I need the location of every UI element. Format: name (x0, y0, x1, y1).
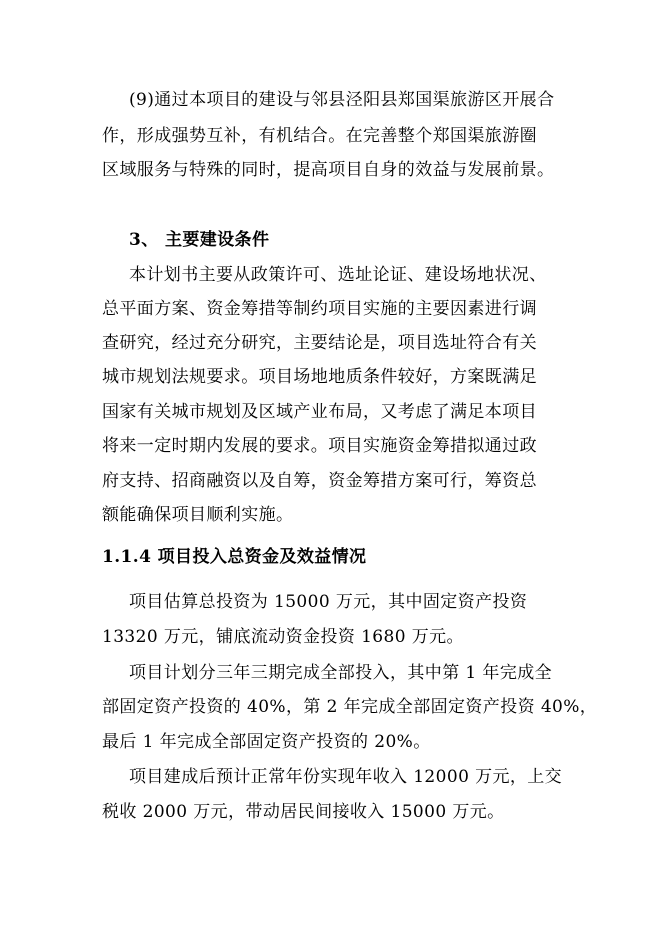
investment-line-1: 项目估算总投资为 15000 万元，其中固定资产投资 (129, 592, 528, 612)
section3-line-1: 本计划书主要从政策许可、选址论证、建设场地状况、 (129, 265, 547, 285)
section3-line-2: 总平面方案、资金筹措等制约项目实施的主要因素进行调 (102, 299, 537, 319)
schedule-line-2: 部固定资产投资的 40%，第 2 年完成全部固定资产投资 40%， (102, 697, 598, 717)
para1-line-2: 作，形成强势互补，有机结合。在完善整个郑国渠旅游圈 (102, 126, 537, 146)
investment-line-2: 13320 万元，铺底流动资金投资 1680 万元。 (102, 627, 464, 647)
schedule-line-3: 最后 1 年完成全部固定资产投资的 20%。 (102, 732, 431, 752)
section3-line-3: 查研究，经过充分研究，主要结论是，项目选址符合有关 (102, 333, 537, 353)
section3-line-4: 城市规划法规要求。项目场地地质条件较好，方案既满足 (102, 367, 537, 387)
revenue-line-1: 项目建成后预计正常年份实现年收入 12000 万元，上交 (129, 767, 563, 787)
revenue-line-2: 税收 2000 万元，带动居民间接收入 15000 万元。 (102, 802, 505, 822)
section-1-1-4-heading: 1.1.4 项目投入总资金及效益情况 (102, 547, 367, 567)
section3-line-6: 将来一定时期内发展的要求。项目实施资金筹措拟通过政 (102, 436, 537, 456)
section3-line-8: 额能确保项目顺利实施。 (102, 505, 294, 525)
section3-line-5: 国家有关城市规划及区域产业布局，又考虑了满足本项目 (102, 402, 537, 422)
section-3-heading: 3、 主要建设条件 (129, 230, 270, 250)
para1-line-3: 区域服务与特殊的同时，提高项目自身的效益与发展前景。 (102, 160, 555, 180)
section3-line-7: 府支持、招商融资以及自筹，资金筹措方案可行，筹资总 (102, 471, 537, 491)
schedule-line-1: 项目计划分三年三期完成全部投入，其中第 1 年完成全 (129, 663, 553, 683)
para1-line-1: (9)通过本项目的建设与邻县泾阳县郑国渠旅游区开展合 (129, 90, 555, 110)
